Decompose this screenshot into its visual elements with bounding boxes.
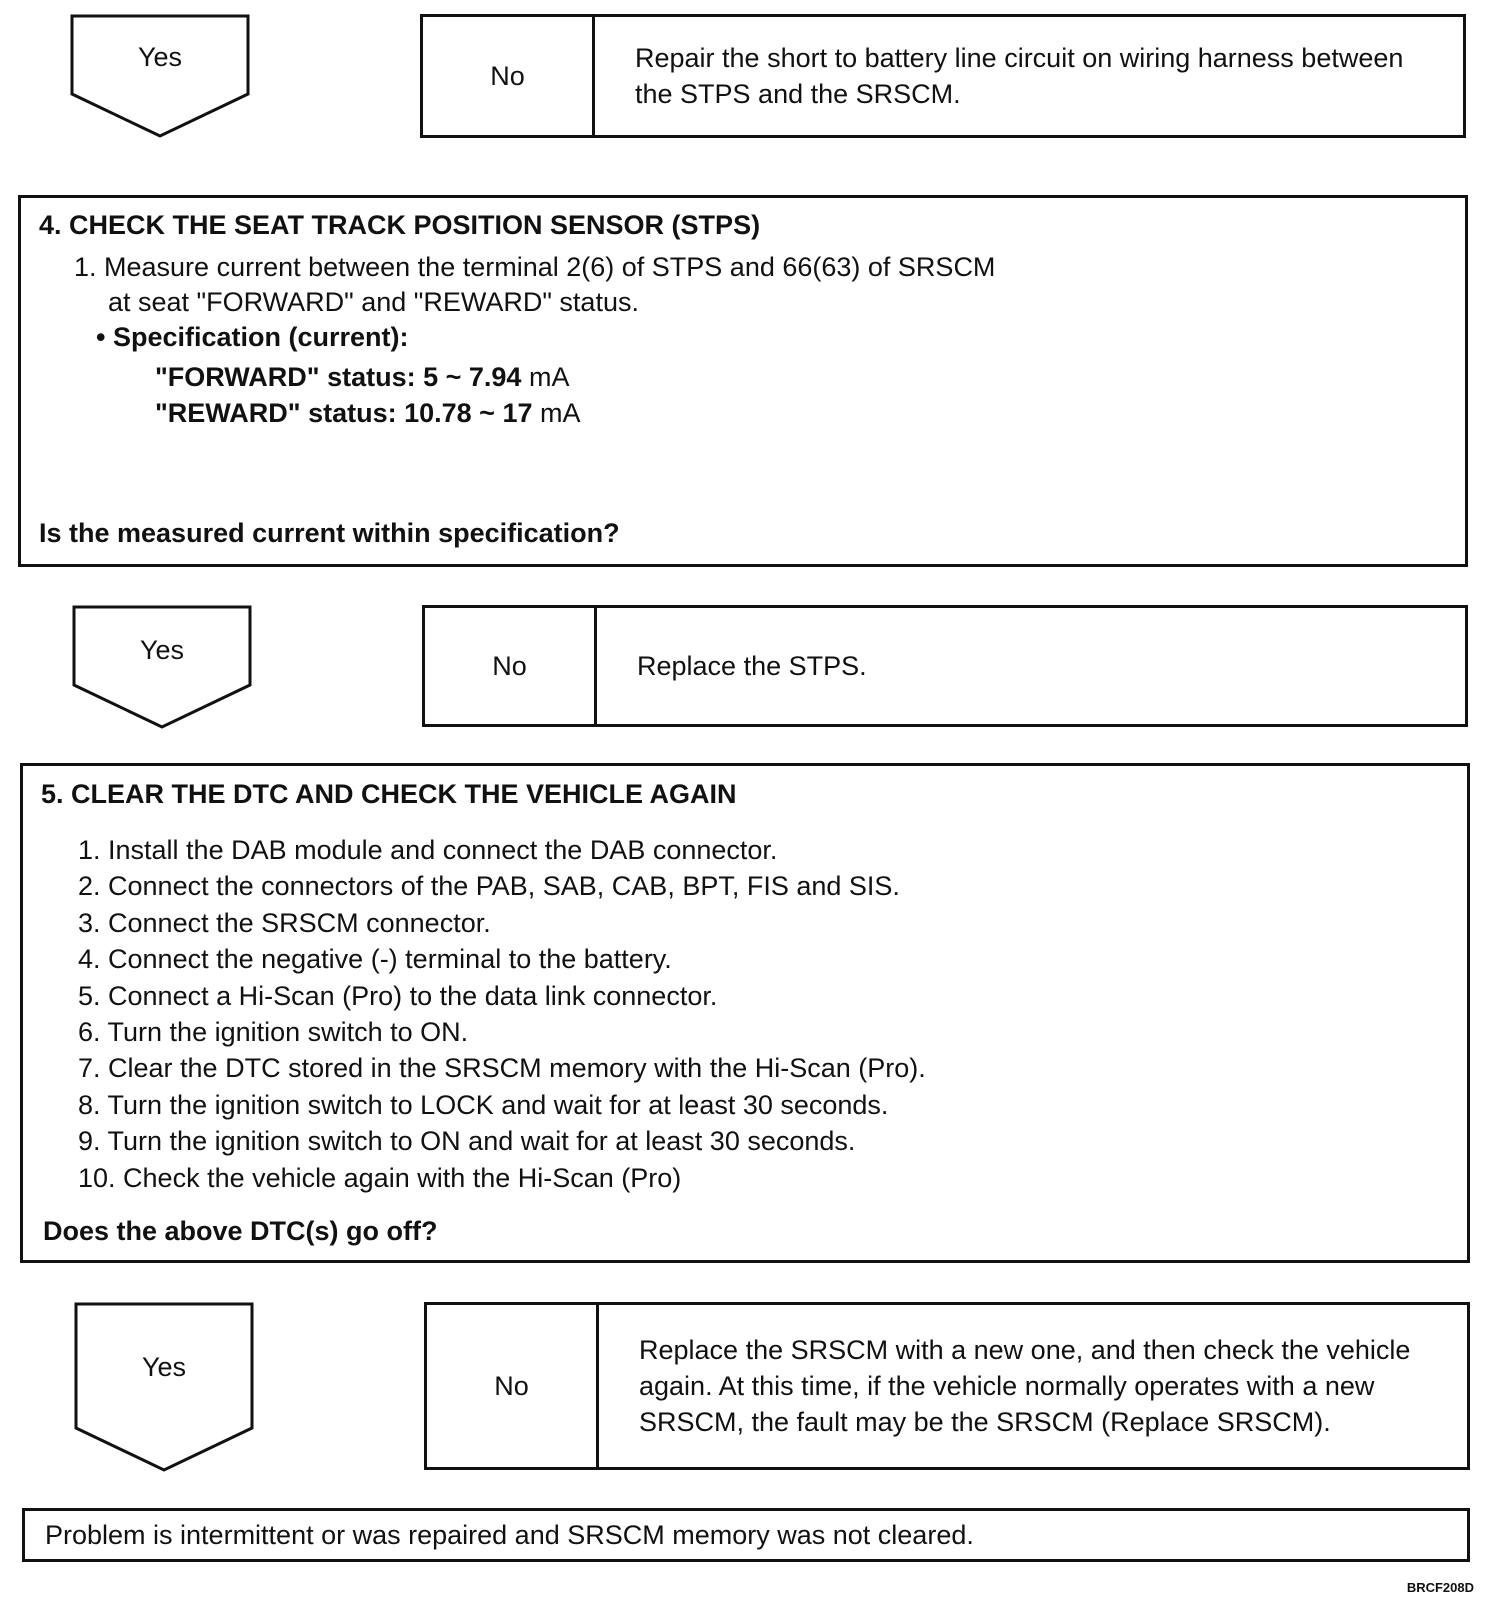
step-5-title: 5. CLEAR THE DTC AND CHECK THE VEHICLE AGAIN (41, 779, 737, 809)
no-label: No (423, 17, 595, 135)
no-outcome-3 (424, 1302, 1470, 1470)
yes-arrow-1 (70, 14, 250, 138)
list-item: 3. Connect the SRSCM connector. (78, 907, 491, 938)
step-4-item-1-line-1: 1. Measure current between the terminal 2(6) of STPS and 66(63) of SRSCM (74, 252, 996, 282)
list-item: 1. Install the DAB module and connect the DAB connector. (78, 835, 778, 865)
no-action-text: Repair the short to battery line circuit on wiring harness between the STPS and the SRSCM. (635, 43, 1404, 109)
forward-spec (155, 360, 569, 394)
yes-arrow-3 (74, 1302, 254, 1474)
reward-spec-value: "REWARD" status: 10.78 ~ 17 (155, 398, 533, 428)
yes-arrow-shape-icon (74, 1302, 254, 1474)
list-item: 4. Connect the negative (-) terminal to the battery. (78, 944, 672, 975)
yes-arrow-shape-icon (70, 14, 250, 138)
no-label: No (425, 608, 597, 724)
step-4-item-1-line-2: at seat "FORWARD" and "REWARD" status. (108, 287, 639, 317)
reward-spec-unit: mA (532, 398, 581, 428)
yes-label: Yes (137, 42, 183, 72)
list-item: 9. Turn the ignition switch to ON and wait for at least 30 seconds. (78, 1126, 856, 1157)
no-outcome-2 (422, 605, 1468, 727)
forward-spec-unit: mA (521, 362, 570, 392)
yes-label: Yes (141, 1352, 187, 1382)
no-outcome-1 (420, 14, 1466, 138)
list-item: 7. Clear the DTC stored in the SRSCM memory with the Hi-Scan (Pro). (78, 1053, 926, 1084)
step-4-question: Is the measured current within specification? (39, 518, 620, 548)
forward-spec-value: "FORWARD" status: 5 ~ 7.94 (155, 362, 522, 392)
no-action-text: Replace the STPS. (637, 651, 867, 681)
step-5-box (20, 763, 1470, 1263)
list-item: 10. Check the vehicle again with the Hi-Scan (Pro) (78, 1162, 682, 1193)
figure-code: BRCF208D (1406, 1580, 1474, 1595)
reward-spec (155, 396, 581, 430)
step-5-list (78, 832, 926, 1196)
list-item: 8. Turn the ignition switch to LOCK and wait for at least 30 seconds. (78, 1089, 889, 1120)
step-4-box (18, 195, 1468, 567)
final-outcome-box (22, 1508, 1470, 1562)
yes-arrow-shape-icon (72, 605, 252, 729)
step-5-question: Does the above DTC(s) go off? (43, 1216, 438, 1246)
yes-label: Yes (139, 635, 185, 665)
no-action-text: Replace the SRSCM with a new one, and then check the vehicle again. At this time, if the vehicle normally operates with a new SRSCM, the fault may be the SRSCM (Replace SRSCM). (639, 1335, 1411, 1437)
final-outcome-text: Problem is intermittent or was repaired and SRSCM memory was not cleared. (45, 1519, 974, 1550)
list-item: 6. Turn the ignition switch to ON. (78, 1017, 469, 1048)
step-4-title: 4. CHECK THE SEAT TRACK POSITION SENSOR (STPS) (39, 210, 761, 240)
list-item: 2. Connect the connectors of the PAB, SAB, CAB, BPT, FIS and SIS. (78, 871, 900, 902)
spec-label: • Specification (current): (96, 322, 409, 352)
no-label: No (427, 1305, 599, 1467)
list-item: 5. Connect a Hi-Scan (Pro) to the data link connector. (78, 980, 718, 1011)
yes-arrow-2 (72, 605, 252, 729)
